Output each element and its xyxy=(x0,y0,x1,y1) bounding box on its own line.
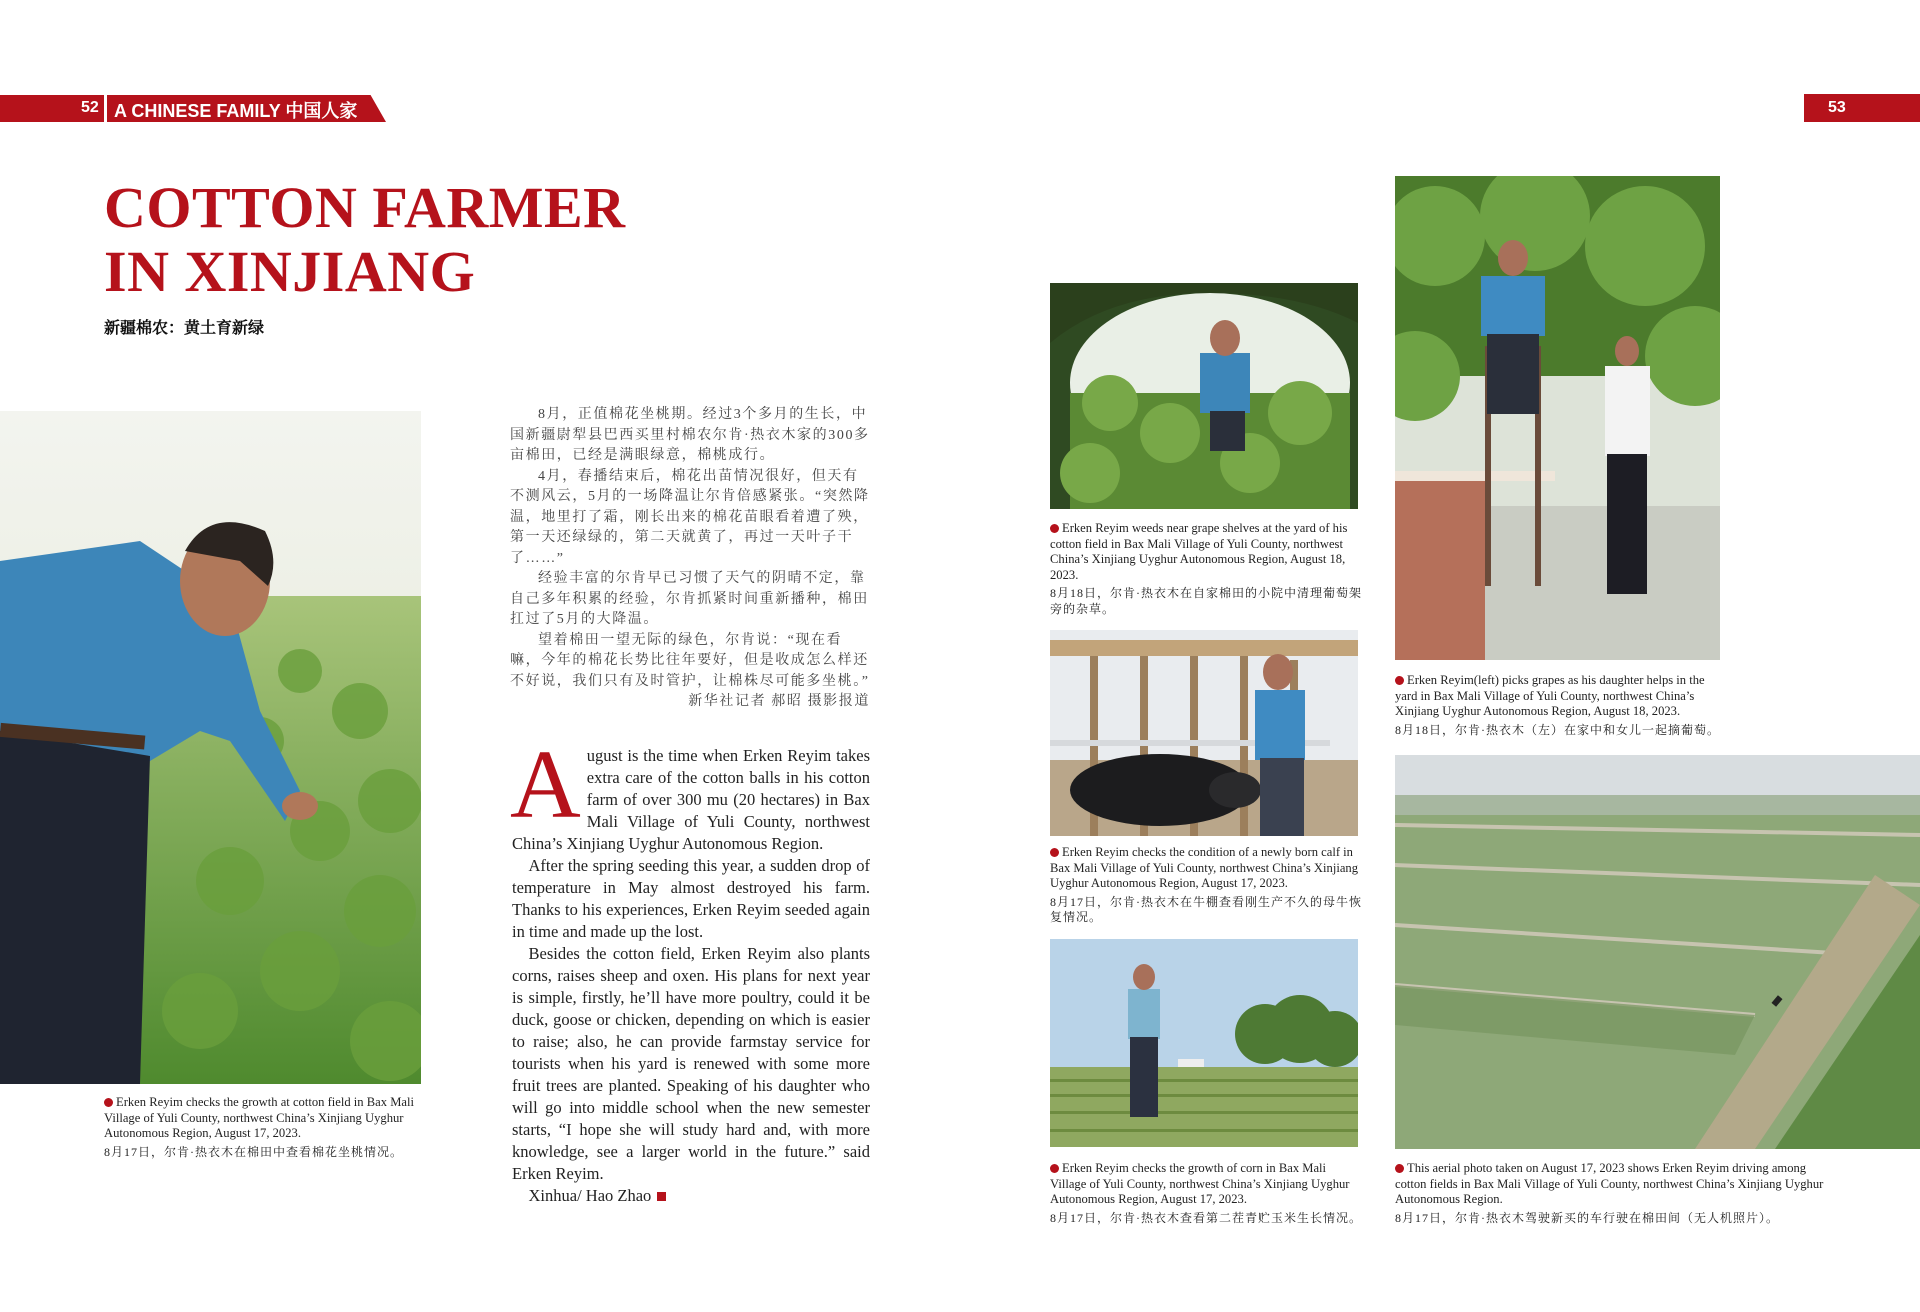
article-subtitle: 新疆棉农：黄土育新绿 xyxy=(104,320,265,337)
zh-paragraph: 望着棉田一望无际的绿色，尔肯说：“现在看嘛，今年的棉花长势比往年要好，但是收成怎么样还不好说，我们只有及时管护，让棉株尽可能多坐桃。” xyxy=(510,632,870,689)
caption-aerial-en: This aerial photo taken on August 17, 2023 shows Erken Reyim driving among cotton fields in Bax Mali Village of Yuli County, northwest China’s Xinjiang Uyghur Autonomous Region. xyxy=(1395,1161,1824,1206)
article-title xyxy=(104,176,626,304)
en-byline: Xinhua/ Hao Zhao xyxy=(528,1186,652,1205)
caption-grape-picking xyxy=(1395,673,1725,738)
en-byline-line xyxy=(512,1185,870,1207)
zh-paragraph: 4月，春播结束后，棉花出苗情况很好，但天有不测风云，5月的一场降温让尔肯倍感紧张。“突然降温，地里打了霜，刚长出来的棉花苗眼看着遭了殃，第一天还绿绿的，第二天就黄了，再过一天叶子干了……” xyxy=(510,468,870,566)
photo-grape-weeds-image xyxy=(1050,283,1358,509)
caption-main-photo xyxy=(104,1095,424,1160)
caption-aerial-zh: 8月17日，尔肯·热衣木驾驶新买的车行驶在棉田间（无人机照片）。 xyxy=(1395,1210,1779,1225)
photo-aerial-image xyxy=(1395,755,1920,1149)
main-photo-cotton-field xyxy=(0,411,421,1084)
section-title: A CHINESE FAMILY 中国人家 xyxy=(114,101,358,121)
english-article-text xyxy=(510,731,870,1207)
main-photo-image xyxy=(0,411,421,1084)
photo-corn-image xyxy=(1050,939,1358,1147)
en-paragraph-first xyxy=(510,731,870,855)
caption-grape-picking-en: Erken Reyim(left) picks grapes as his daughter helps in the yard in Bax Mali Village of Yuli County, northwest China’s Xinjiang Uyghur Autonomous Region, August 18, 2023. xyxy=(1395,673,1705,718)
photo-grape-weeds xyxy=(1050,283,1358,509)
en-paragraph: After the spring seeding this year, a sudden drop of temperature in May almost destroyed his farm. Thanks to his experiences, Erken Reyim seeded again in time and made up the lost. xyxy=(512,856,870,941)
photo-grape-picking xyxy=(1395,176,1720,660)
photo-grape-picking-image xyxy=(1395,176,1720,660)
zh-paragraph: 8月，正值棉花坐桃期。经过3个多月的生长，中国新疆尉犁县巴西买里村棉农尔肯·热衣木家的300多亩棉田，已经是满眼绿意，棉桃成行。 xyxy=(510,407,870,463)
end-mark-icon xyxy=(657,1192,666,1201)
chinese-article-text xyxy=(510,405,870,713)
caption-corn xyxy=(1050,1161,1362,1226)
caption-grape-weeds-en: Erken Reyim weeds near grape shelves at the yard of his cotton field in Bax Mali Village of Yuli County, northwest China’s Xinjiang Uyghur Autonomous Region, August 18, 2023. xyxy=(1050,521,1348,582)
caption-calf xyxy=(1050,845,1362,926)
right-page-number: 53 xyxy=(1828,99,1846,116)
en-paragraph: Besides the cotton field, Erken Reyim also plants corns, raises sheep and oxen. His plans for next year is simple, firstly, he’ll have more poultry, could it be duck, goose or chicken, depending on which is easier to raise; also, he can provide farmstay service for tourists when his yard is renewed with some more fruit trees are planted. Speaking of his daughter who will go into middle school when the new semester starts, “I hope she will study hard and, with more knowledge, see a larger world in the future.” said Erken Reyim. xyxy=(512,944,870,1183)
caption-grape-weeds xyxy=(1050,521,1362,617)
drop-cap: A xyxy=(510,731,581,839)
caption-grape-weeds-zh: 8月18日，尔肯·热衣木在自家棉田的小院中清理葡萄架旁的杂草。 xyxy=(1050,586,1362,616)
caption-corn-zh: 8月17日，尔肯·热衣木查看第二茬青贮玉米生长情况。 xyxy=(1050,1210,1362,1225)
caption-main-en: Erken Reyim checks the growth at cotton field in Bax Mali Village of Yuli County, northwest China’s Xinjiang Uyghur Autonomous Region, August 17, 2023. xyxy=(104,1095,414,1140)
zh-paragraph: 经验丰富的尔肯早已习惯了天气的阴晴不定，靠自己多年积累的经验，尔肯抓紧时间重新播种，棉田扛过了5月的大降温。 xyxy=(510,571,869,627)
caption-calf-zh: 8月17日，尔肯·热衣木在牛棚查看刚生产不久的母牛恢复情况。 xyxy=(1050,894,1362,924)
en-paragraph: ugust is the time when Erken Reyim takes extra care of the cotton balls in his cotton farm of over 300 mu (20 hectares) in Bax Mali Village of Yuli County, northwest China’s Xinjiang Uyghur Autonomous Region. xyxy=(512,746,870,853)
caption-corn-en: Erken Reyim checks the growth of corn in Bax Mali Village of Yuli County, northwest China’s Xinjiang Uyghur Autonomous Region, August 17, 2023. xyxy=(1050,1161,1350,1206)
photo-calf-image xyxy=(1050,630,1358,836)
photo-aerial xyxy=(1395,755,1920,1149)
caption-grape-picking-zh: 8月18日，尔肯·热衣木（左）在家中和女儿一起摘葡萄。 xyxy=(1395,722,1720,737)
right-header-bar xyxy=(1804,94,1920,122)
header-divider xyxy=(104,95,107,122)
caption-calf-en: Erken Reyim checks the condition of a newly born calf in Bax Mali Village of Yuli County, northwest China’s Xinjiang Uyghur Autonomous Region, August 17, 2023. xyxy=(1050,845,1358,890)
left-page-number: 52 xyxy=(81,99,99,116)
photo-corn xyxy=(1050,939,1358,1147)
photo-calf xyxy=(1050,630,1358,836)
caption-aerial xyxy=(1395,1161,1825,1226)
caption-main-zh: 8月17日，尔肯·热衣木在棉田中查看棉花坐桃情况。 xyxy=(104,1144,403,1159)
article-title-line1: COTTON FARMER xyxy=(104,175,626,240)
zh-byline: 新华社记者 郝昭 摄影报道 xyxy=(688,694,870,709)
article-title-line2: IN XINJIANG xyxy=(104,239,476,304)
